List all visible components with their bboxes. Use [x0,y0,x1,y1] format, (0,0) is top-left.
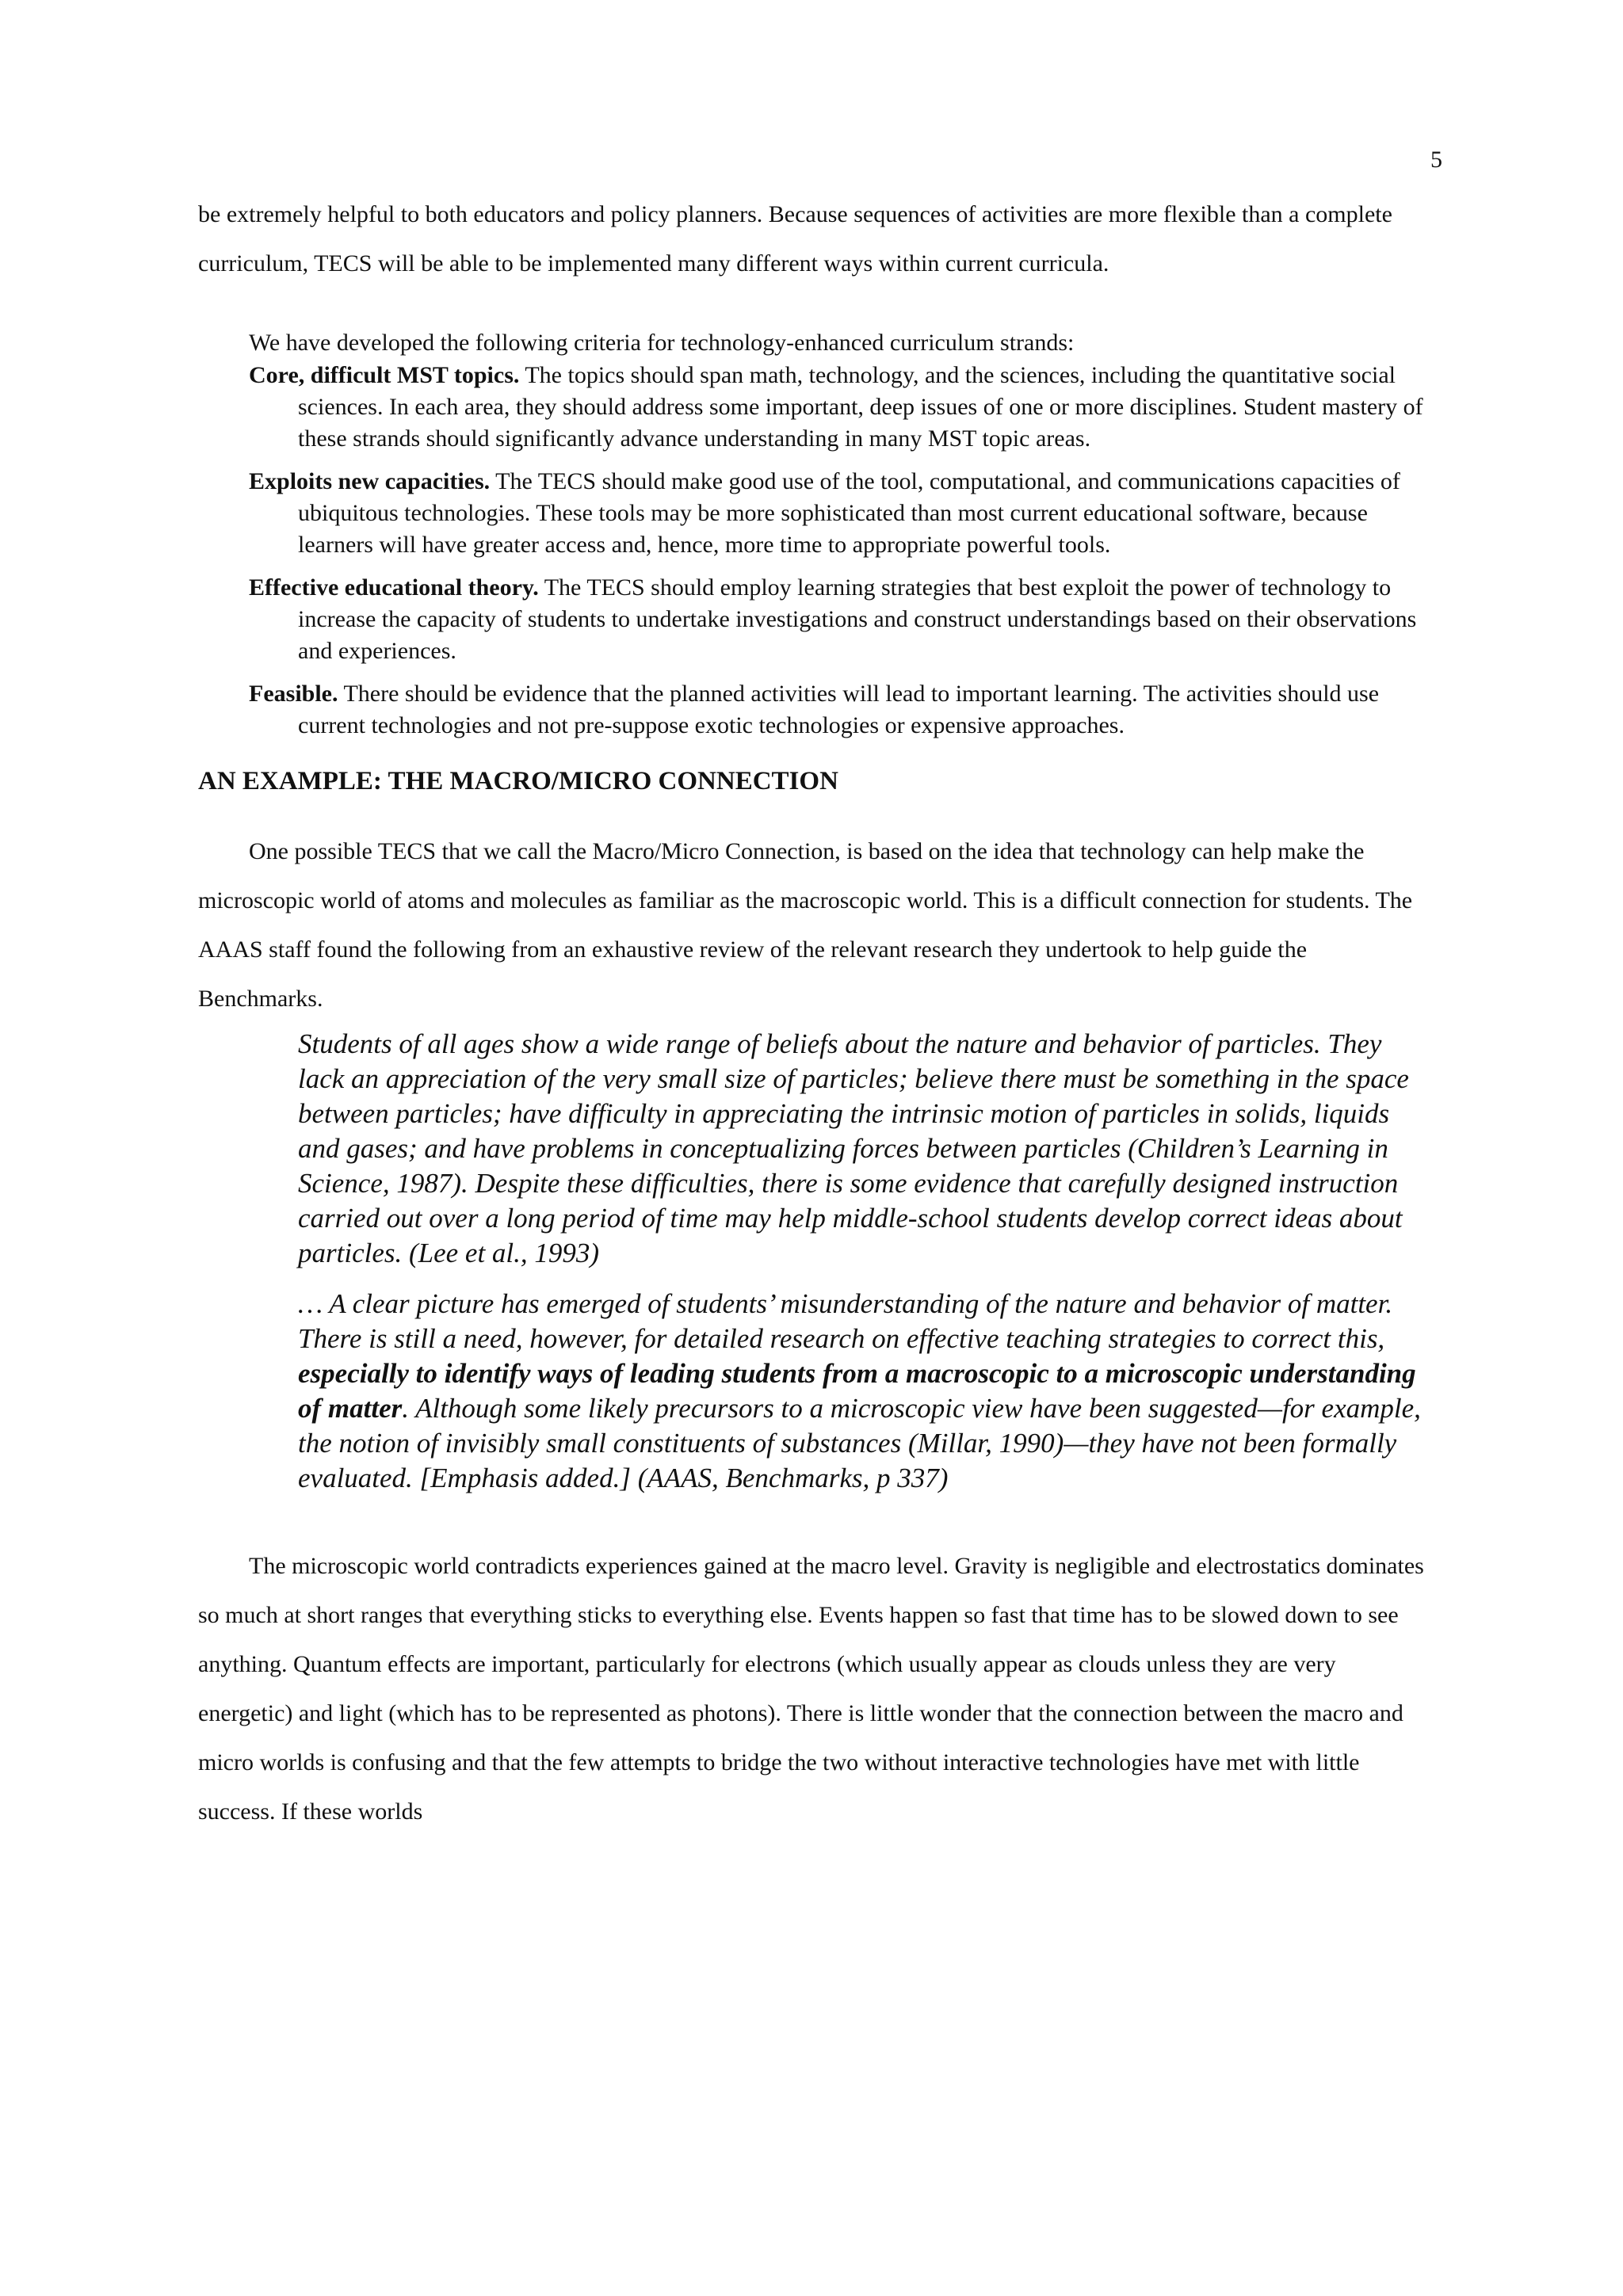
criterion-text: The TECS should employ learning strategies that best exploit the power of technology to increase the capacity of students to undertake investigations and construct understandings based on their observations and experiences. [298,574,1417,664]
criterion-title: Feasible. [249,681,338,707]
criterion-text: The TECS should make good use of the tool, computational, and communications capacities of ubiquitous technologies. These tools may be more sophisticated than most current educational software, because learners will have greater access and, hence, more time to appropriate powerful tools. [298,468,1400,558]
criterion-text: There should be evidence that the planned activities will lead to important learning. The activities should use current technologies and not pre-suppose exotic technologies or expensive approaches. [298,681,1380,738]
block-quote [298,1027,1423,1496]
criterion-feasible [198,678,1434,742]
criterion-new-capacities [198,466,1434,561]
criterion-core-topics [198,360,1434,455]
criterion-title: Effective educational theory. [249,574,539,601]
criterion-educational-theory [198,572,1434,667]
criteria-list [198,360,1434,742]
quote-text-after: . Although some likely precursors to a microscopic view have been suggested—for example, the notion of invisibly small constituents of substances (Millar, 1990)—they have not been formally evaluated. [Emphasis added.] (AAAS, Benchmarks, p 337) [298,1393,1421,1493]
section-heading: AN EXAMPLE: THE MACRO/MICRO CONNECTION [198,767,838,795]
criterion-title: Core, difficult MST topics. [249,362,520,388]
closing-paragraph: The microscopic world contradicts experiences gained at the macro level. Gravity is negligible and electrostatics dominates so much at short ranges that everything sticks to everything else. Events happen so fast that time has to be slowed down to see anything. Quantum effects are important, particularly for electrons (which usually appear as clouds unless they are very energetic) and light (which has to be represented as photons). There is little wonder that the connection between the macro and micro worlds is confusing and that the few attempts to bridge the two without interactive technologies have met with little success. If these worlds [198,1553,1424,1825]
criterion-text: The topics should span math, technology, and the sciences, including the quantitative social sciences. In each area, they should address some important, deep issues of one or more disciplines. Student mastery of these strands should significantly advance understanding in many MST topic areas. [298,362,1423,452]
page-content [198,190,1434,1836]
quote-text-before: … A clear picture has emerged of students’ misunderstanding of the nature and behavior of matter. There is still a need, however, for detailed research on effective teaching strategies to correct this, [298,1288,1393,1354]
example-paragraph: One possible TECS that we call the Macro/Micro Connection, is based on the idea that technology can help make the microscopic world of atoms and molecules as familiar as the macroscopic world. This is a difficult connection for students. The AAAS staff found the following from an exhaustive review of the relevant research they undertook to help guide the Benchmarks. [198,838,1413,1012]
quote-paragraph-2 [298,1287,1423,1496]
quote-emphasis: especially to identify ways of leading students from a macroscopic to a microscopic understanding of matter [298,1358,1416,1424]
criteria-intro: We have developed the following criteria for technology-enhanced curriculum strands: [249,330,1075,356]
criterion-title: Exploits new capacities. [249,468,491,494]
page-number: 5 [1430,147,1442,173]
top-paragraph: be extremely helpful to both educators and policy planners. Because sequences of activities are more flexible than a complete curriculum, TECS will be able to be implemented many different ways within current curricula. [198,201,1392,277]
quote-paragraph-1: Students of all ages show a wide range of beliefs about the nature and behavior of particles. They lack an appreciation of the very small size of particles; believe there must be something in the space between particles; have difficulty in appreciating the intrinsic motion of particles in solids, liquids and gases; and have problems in conceptualizing forces between particles (Children’s Learning in Science, 1987). Despite these difficulties, there is some evidence that carefully designed instruction carried out over a long period of time may help middle-school students develop correct ideas about particles. (Lee et al., 1993) [298,1028,1409,1268]
